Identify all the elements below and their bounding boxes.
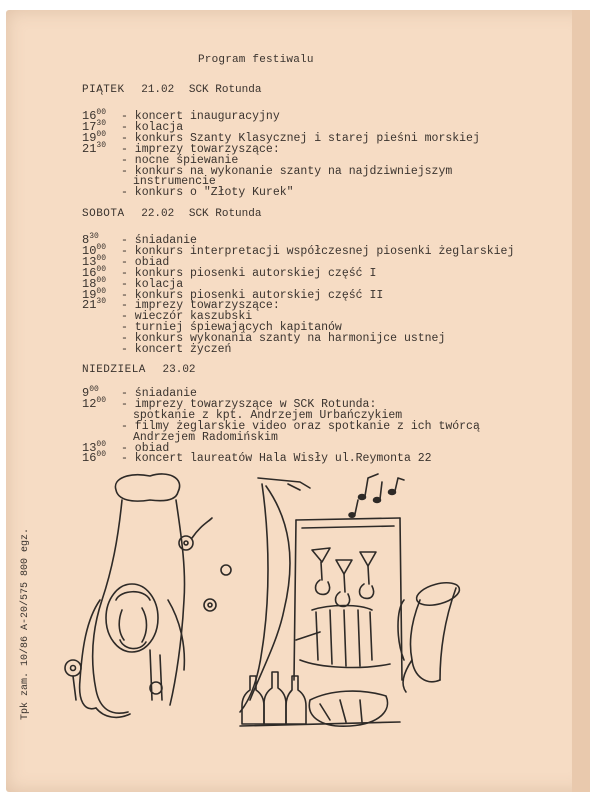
event-hour: 21 (82, 141, 97, 156)
print-note: Tpk zam. 10/86 A-20/575 800 egz. (20, 527, 31, 720)
event-description: - imprezy towarzyszące: (121, 142, 280, 156)
program-title: Program festiwalu (198, 54, 314, 66)
event-hour: 16 (82, 265, 97, 280)
event-minutes: 30 (89, 232, 99, 241)
event-description: - konkurs piosenki autorskiej część II (121, 288, 384, 302)
event-minutes: 00 (89, 385, 99, 394)
event-description: spotkanie z kpt. Andrzejem Urbańczykiem (133, 408, 403, 422)
event-hour: 19 (82, 130, 97, 145)
day-name: NIEDZIELA (82, 364, 146, 376)
day-date: 21.02 (141, 84, 175, 96)
day-name: SOBOTA (82, 208, 125, 220)
event-description: - obiad (121, 441, 170, 455)
event-description: - obiad (121, 255, 170, 269)
event-description: - śniadanie (121, 234, 197, 247)
music-notes-drawing (349, 474, 404, 517)
flower-drawing (65, 518, 231, 700)
event-description: - imprezy towarzyszące w SCK Rotunda: (121, 397, 377, 411)
event-description: instrumencie (133, 175, 216, 189)
event-hour: 13 (82, 440, 97, 455)
event-minutes: 00 (96, 253, 107, 263)
event-description: - konkurs interpretacji współczesnej piosenki żeglarskiej (121, 244, 515, 258)
day-date: 23.02 (162, 364, 196, 376)
event-minutes: 00 (96, 108, 107, 117)
event-description: - konkurs wykonania szanty na harmonijce ustnej (121, 332, 446, 346)
event-minutes: 00 (96, 264, 107, 274)
event-hour: 21 (82, 298, 97, 313)
event-description: - koncert inauguracyjny (121, 110, 280, 123)
event-hour: 19 (82, 287, 97, 302)
event-hour: 17 (82, 119, 97, 134)
event-minutes: 00 (96, 395, 107, 405)
event-description: - nocne śpiewanie (121, 153, 239, 167)
day-venue: SCK Rotunda (188, 208, 262, 220)
event-description: - imprezy towarzyszące: (121, 299, 280, 313)
event-description: - kolacja (121, 120, 184, 134)
event-description: - kolacja (121, 277, 184, 291)
event-description: - wieczór kaszubski (121, 310, 253, 324)
event-description: - koncert laureatów Hala Wisły ul.Reymonta 22 (121, 452, 432, 466)
event-description: - konkurs Szanty Klasycznej i starej pieśni morskiej (121, 131, 480, 145)
event-minutes: 00 (96, 275, 107, 285)
event-description: - konkurs piosenki autorskiej część I (121, 266, 377, 280)
event-hour: 18 (82, 276, 97, 291)
event-minutes: 00 (96, 129, 107, 139)
figure-drawing (80, 474, 185, 717)
event-minutes: 00 (96, 450, 107, 460)
event-minutes: 30 (96, 140, 107, 150)
horn-drawing (403, 579, 462, 692)
event-hour: 12 (82, 396, 97, 411)
glasses-frame-drawing (294, 518, 404, 680)
event-description: - turniej śpiewających kapitanów (121, 321, 342, 335)
event-minutes: 00 (96, 242, 107, 252)
event-hour: 13 (82, 254, 97, 269)
day-venue: SCK Rotunda (188, 84, 262, 96)
event-description: - śniadanie (121, 387, 197, 400)
event-description: - koncert życzeń (121, 343, 232, 356)
event-minutes: 30 (96, 118, 107, 128)
event-hour: 9 (82, 386, 90, 400)
event-description: - konkurs na wykonanie szanty na najdziwniejszym (121, 164, 453, 178)
event-description: - konkurs o "Złoty Kurek" (121, 186, 294, 200)
day-name: PIĄTEK (82, 84, 125, 96)
event-description: Andrzejem Radomińskim (133, 430, 278, 444)
event-hour: 10 (82, 243, 97, 258)
event-hour: 8 (82, 233, 90, 247)
event-minutes: 30 (96, 297, 107, 307)
event-hour: 16 (82, 109, 97, 123)
day-date: 22.02 (141, 208, 175, 220)
event-hour: 16 (82, 451, 97, 466)
event-description: - filmy żeglarskie video oraz spotkanie z ich twórcą (121, 419, 480, 433)
event-minutes: 00 (96, 439, 107, 449)
event-minutes: 00 (96, 286, 107, 296)
